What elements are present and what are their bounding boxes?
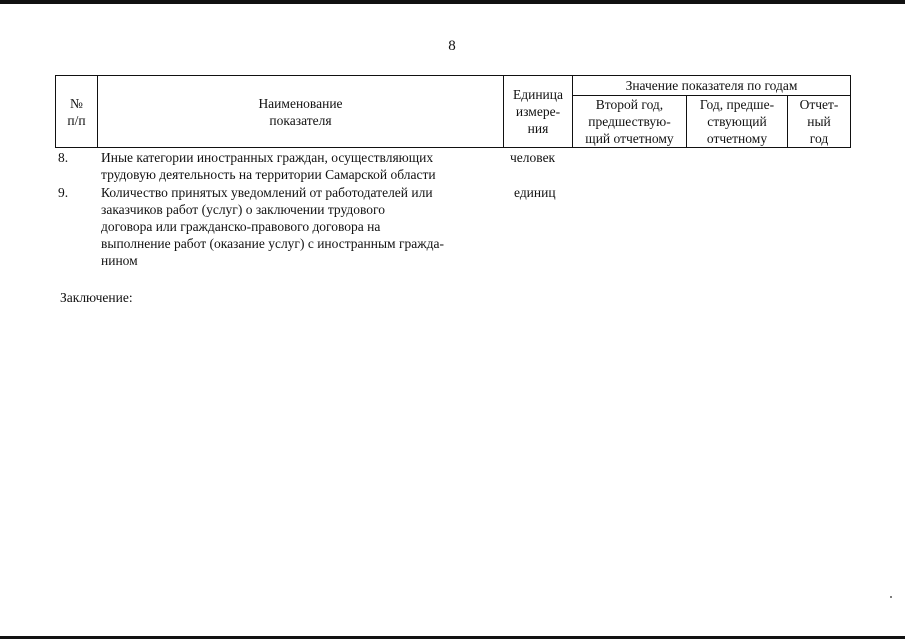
row-name: Иные категории иностранных граждан, осуществляющих трудовую деятельность на территории Самарской области [101,150,436,182]
row-number: 8. [58,150,69,165]
header-group-label: Значение показателя по годам [625,78,798,93]
scan-speck [890,596,892,598]
header-col-unit: Единица измере- ния [512,87,563,136]
header-col-year1: Год, предше- ствующий отчетному [699,97,775,146]
header-col-num: № п/п [67,96,86,128]
bottom-border [0,636,905,639]
row-number: 9. [58,185,69,200]
header-col-year2: Второй год, предшествую- щий отчетному [585,97,674,146]
row-unit: единиц [514,185,556,200]
row-unit: человек [510,150,556,165]
row-name: Количество принятых уведомлений от работодателей или заказчиков работ (услуг) о заключении трудового договора или гражданско-правового договора на выполнение работ (оказание услуг) с иностранным гражда- нином [101,185,444,268]
header-col-report: Отчет- ный год [799,97,839,146]
top-border [0,0,905,4]
header-col-name: Наименование показателя [258,96,343,128]
conclusion-label: Заключение: [60,290,133,305]
header-top-line [55,75,851,76]
header-right-line [850,75,851,148]
page-number: 8 [448,38,456,54]
header-bottom-line [55,147,851,148]
